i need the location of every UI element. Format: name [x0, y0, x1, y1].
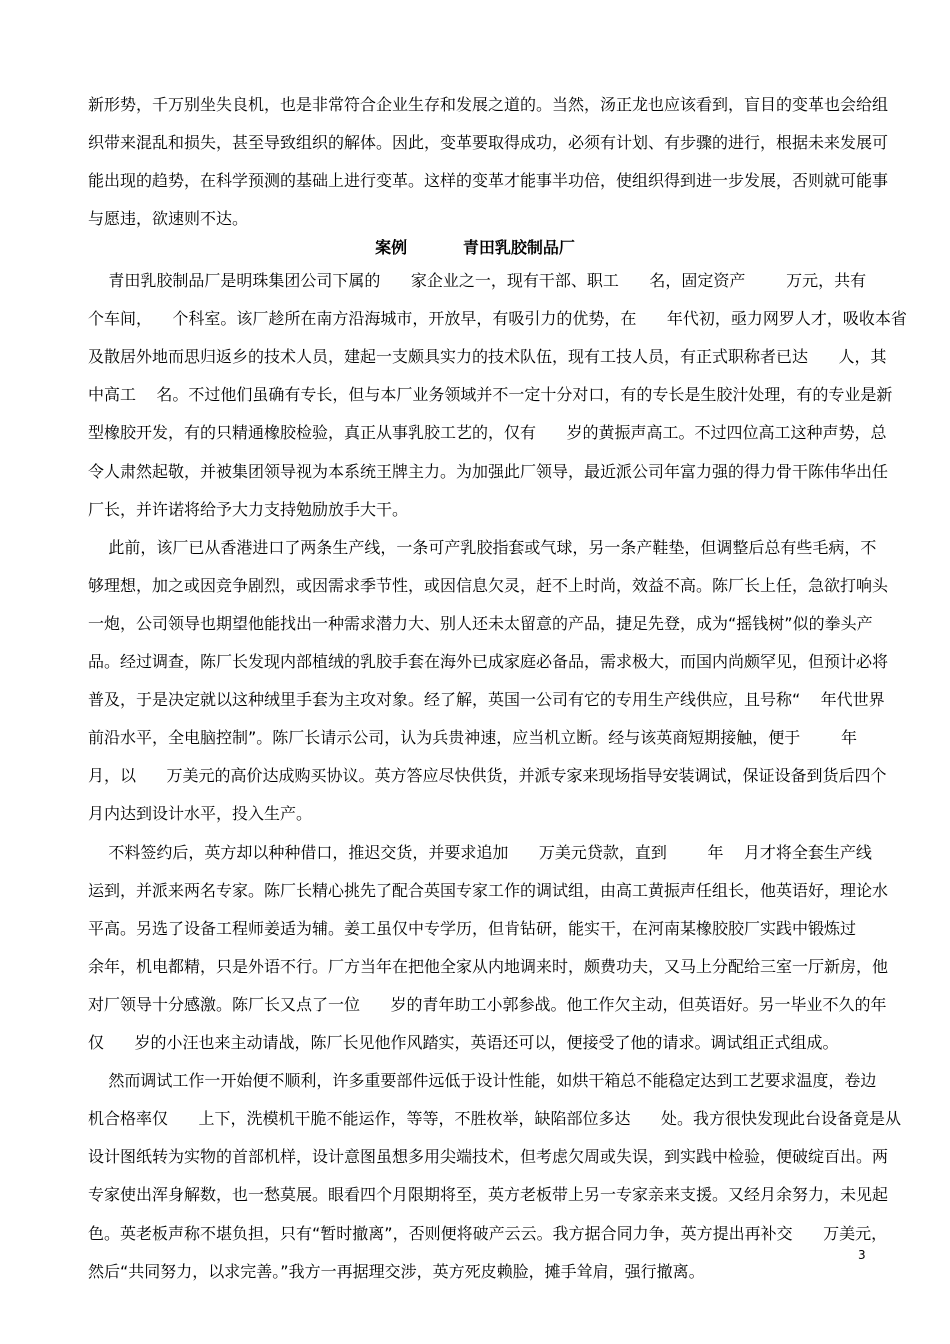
- text-line: 品。经过调查，陈厂长发现内部植绒的乳胶手套在海外已成家庭必备品，需求极大，而国内尚颇罕见，但预计必将: [88, 652, 889, 671]
- text-line: 对厂领导十分感激。陈厂长又点了一位 岁的青年助工小郭参战。他工作欠主动，但英语好。另一毕业不久的年: [88, 995, 887, 1014]
- text-line: 青田乳胶制品厂是明珠集团公司下属的 家企业之一，现有干部、职工 名，固定资产 万元，共有: [88, 271, 867, 290]
- text-line: 新形势，千万别坐失良机，也是非常符合企业生存和发展之道的。当然，汤正龙也应该看到，盲目的变革也会给组: [88, 95, 889, 114]
- text-line: 然后“共同努力，以求完善。”我方一再据理交涉，英方死皮赖脸，摊手耸肩，强行撤离。: [88, 1262, 705, 1281]
- text-line: 够理想，加之或因竞争剧烈，或因需求季节性，或因信息欠灵，赶不上时尚，效益不高。陈厂长上任，急欲打响头: [88, 576, 889, 595]
- text-line: 一炮，公司领导也期望他能找出一种需求潜力大、别人还未太留意的产品，捷足先登，成为“摇钱树”似的拳头产: [88, 614, 873, 633]
- text-line: 此前，该厂已从香港进口了两条生产线，一条可产乳胶指套或气球，另一条产鞋垫，但调整后总有些毛病，不: [88, 538, 877, 557]
- text-line: 月内达到设计水平，投入生产。: [88, 804, 313, 823]
- text-line: 专家使出浑身解数，也一愁莫展。眼看四个月限期将至，英方老板带上另一专家亲来支援。又经月余努力，未见起: [88, 1185, 889, 1204]
- text-line: 与愿违，欲速则不达。: [88, 209, 249, 228]
- text-line: 能出现的趋势，在科学预测的基础上进行变革。这样的变革才能事半功倍，使组织得到进一步发展，否则就可能事: [88, 171, 889, 190]
- text-line: 普及，于是决定就以这种绒里手套为主攻对象。经了解，英国一公司有它的专用生产线供应，且号称“ 年代世界: [88, 690, 885, 709]
- text-line: 设计图纸转为实物的首部机样，设计意图虽想多用尖端技术，但考虑欠周或失误，到实践中检验，便破绽百出。两: [88, 1147, 889, 1166]
- text-line: 运到，并派来两名专家。陈厂长精心挑先了配合英国专家工作的调试组，由高工黄振声任组长，他英语好，理论水: [88, 881, 889, 900]
- text-line: 及散居外地而思归返乡的技术人员，建起一支颇具实力的技术队伍，现有工技人员，有正式职称者已达 人，其: [88, 347, 887, 366]
- text-line: 型橡胶开发，有的只精通橡胶检验，真正从事乳胶工艺的，仅有 岁的黄振声高工。不过四位高工这种声势，总: [88, 423, 887, 442]
- text-line: 前沿水平，全电脑控制”。陈厂长请示公司，认为兵贵神速，应当机立断。经与该英商短期接触，便于 年: [88, 728, 857, 747]
- text-line: 余年，机电都精，只是外语不行。厂方当年在把他全家从内地调来时，颇费功夫，又马上分配给三室一厅新房，他: [88, 957, 889, 976]
- text-line: 仅 岁的小汪也来主动请战，陈厂长见他作风踏实，英语还可以，便接受了他的请求。调试组正式组成。: [88, 1033, 839, 1052]
- text-line: 月，以 万美元的高价达成购买协议。英方答应尽快供货，并派专家来现场指导安装调试，保证设备到货后四个: [88, 766, 887, 785]
- text-line: 不料签约后，英方却以种种借口，推迟交货，并要求追加 万美元贷款，直到 年 月才将全套生产线: [88, 843, 872, 862]
- text-line: 色。英老板声称不堪负担，只有“暂时撤离”，否则便将破产云云。我方据合同力争，英方提出再补交 万美元，: [88, 1224, 888, 1243]
- text-line: 厂长，并许诺将给予大力支持勉励放手大干。: [88, 500, 409, 519]
- text-line: 个车间， 个科室。该厂趁所在南方沿海城市，开放早，有吸引力的优势，在 年代初，亟力网罗人才，吸收本省: [88, 309, 907, 328]
- text-line: 织带来混乱和损失，甚至导致组织的解体。因此，变革要取得成功，必须有计划、有步骤的进行，根据未来发展可: [88, 133, 889, 152]
- text-line: 然而调试工作一开始便不顺利，许多重要部件远低于设计性能，如烘干箱总不能稳定达到工艺要求温度，卷边: [88, 1071, 877, 1090]
- text-line: 令人肃然起敬，并被集团领导视为本系统王牌主力。为加强此厂领导，最近派公司年富力强的得力骨干陈伟华出任: [88, 462, 889, 481]
- page-number: 3: [858, 1248, 866, 1262]
- case-title: 案例 青田乳胶制品厂: [375, 238, 575, 257]
- text-line: 机合格率仅 上下，洗模机干脆不能运作，等等，不胜枚举，缺陷部位多达 处。我方很快发现此台设备竟是从: [88, 1109, 902, 1128]
- text-line: 中高工 名。不过他们虽确有专长，但与本厂业务领域并不一定十分对口，有的专长是生胶汁处理，有的专业是新: [88, 385, 893, 404]
- text-line: 平高。另选了设备工程师姜适为辅。姜工虽仅中专学历，但肯钻研，能实干，在河南某橡胶胶厂实践中锻炼过: [88, 919, 857, 938]
